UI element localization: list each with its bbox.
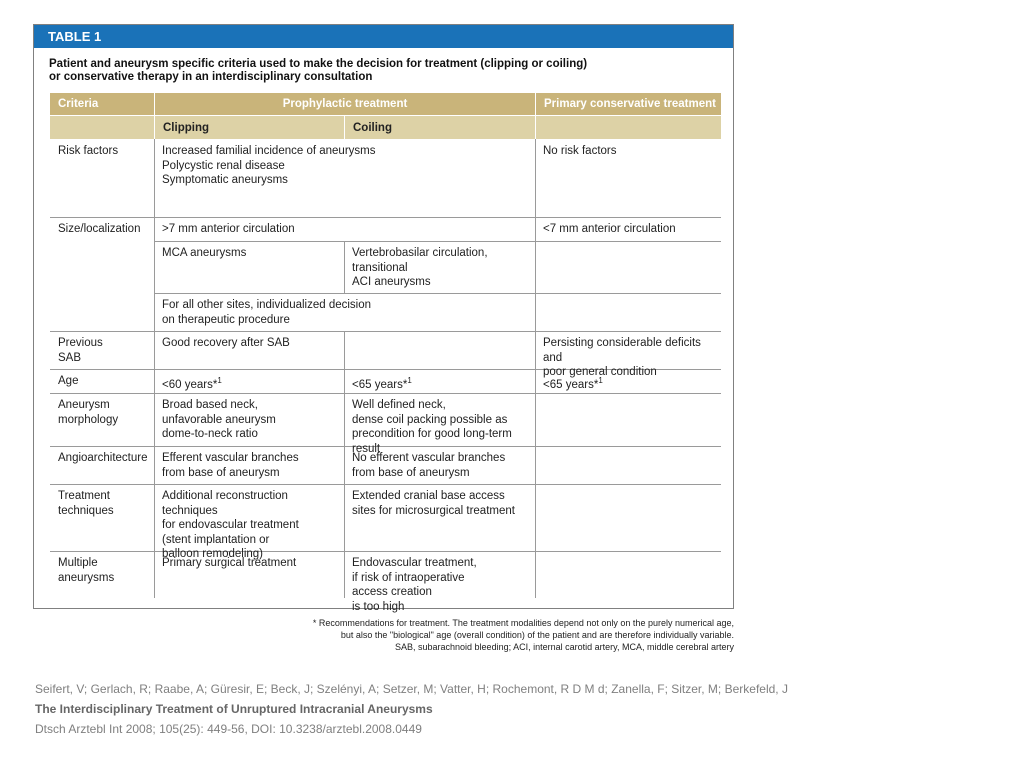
table-footnotes: * Recommendations for treatment. The treatment modalities depend not only on the purely numerical age, but also the "biological" age (overall condition) of the patient and are therefore individually variable. SAB, subarachnoid bleeding; ACI, internal carotid artery, MCA, middle cerebral artery — [312, 618, 734, 652]
header-divider — [535, 93, 536, 139]
subheader-conservative — [536, 116, 721, 139]
angio-criteria: Angioarchitecture — [58, 452, 148, 464]
citation — [35, 679, 985, 739]
angio-clipping: Efferent vascular branches from base of aneurysm — [162, 452, 299, 479]
risk-prophylactic: Increased familial incidence of aneurysms Polycystic renal disease Symptomatic aneurysms — [162, 145, 376, 186]
footnote-marker: 1 — [407, 376, 412, 385]
techniques-clipping: Additional reconstruction techniques for endovascular treatment (stent implantation or balloon remodeling) — [162, 490, 299, 560]
footnote-marker: 1 — [217, 376, 222, 385]
morphology-coiling: Well defined neck, dense coil packing possible as precondition for good long-term result — [352, 399, 512, 455]
age-clipping — [154, 370, 344, 392]
citation-authors: Seifert, V; Gerlach, R; Raabe, A; Güresir, E; Beck, J; Szelényi, A; Setzer, M; Vatter, H; Rochemont, R D M d; Zanella, F; Sitzer, M; Berkefeld, J — [35, 682, 788, 696]
size-prophylactic: >7 mm anterior circulation — [162, 223, 295, 235]
morphology-criteria: Aneurysm morphology — [58, 399, 119, 426]
table-figure — [33, 24, 734, 613]
header-criteria: Criteria — [50, 93, 154, 115]
age-criteria: Age — [58, 375, 79, 387]
citation-title: The Interdisciplinary Treatment of Unruptured Intracranial Aneurysms — [35, 702, 433, 716]
size-other-sites: For all other sites, individualized decision on therapeutic procedure — [162, 299, 372, 326]
header-prophylactic: Prophylactic treatment — [155, 93, 535, 115]
multiple-coiling: Endovascular treatment, if risk of intraoperative access creation is too high — [352, 557, 477, 613]
risk-conservative: No risk factors — [543, 145, 617, 157]
multiple-clipping: Primary surgical treatment — [162, 557, 297, 569]
techniques-coiling: Extended cranial base access sites for microsurgical treatment — [352, 490, 515, 517]
header-divider — [344, 116, 345, 139]
size-criteria: Size/localization — [58, 223, 141, 235]
criteria-table — [50, 93, 721, 613]
risk-criteria: Risk factors — [58, 145, 119, 157]
age-conservative-value: <65 years* — [543, 378, 599, 391]
sab-conservative: Persisting considerable deficits and poor general condition — [543, 337, 701, 378]
morphology-clipping: Broad based neck, unfavorable aneurysm dome-to-neck ratio — [162, 399, 276, 440]
size-coiling: Vertebrobasilar circulation, transitional ACI aneurysms — [352, 247, 488, 288]
age-conservative — [535, 370, 721, 392]
techniques-criteria: Treatment techniques — [58, 490, 114, 517]
sab-prophylactic: Good recovery after SAB — [162, 337, 290, 349]
subheader-criteria — [50, 116, 154, 139]
subheader-coiling: Coiling — [345, 116, 535, 139]
angio-coiling: No efferent vascular branches from base of aneurysm — [352, 452, 506, 479]
citation-source: Dtsch Arztebl Int 2008; 105(25): 449-56, DOI: 10.3238/arztebl.2008.0449 — [35, 722, 422, 736]
size-clipping: MCA aneurysms — [162, 247, 247, 259]
age-clipping-value: <60 years* — [162, 378, 218, 391]
header-conservative: Primary conservative treatment — [536, 93, 721, 115]
age-coiling — [344, 370, 534, 392]
footnote-marker: 1 — [598, 376, 603, 385]
header-divider — [154, 93, 155, 139]
header-divider — [50, 115, 721, 116]
sab-criteria: Previous SAB — [58, 337, 103, 364]
subheader-clipping: Clipping — [155, 116, 344, 139]
table-label: TABLE 1 — [34, 25, 733, 48]
age-coiling-value: <65 years* — [352, 378, 408, 391]
multiple-criteria: Multiple aneurysms — [58, 557, 115, 584]
size-conservative: <7 mm anterior circulation — [543, 223, 676, 235]
table-caption: Patient and aneurysm specific criteria used to make the decision for treatment (clipping or coiling) or conservative therapy in an interdisciplinary consultation — [49, 58, 588, 83]
